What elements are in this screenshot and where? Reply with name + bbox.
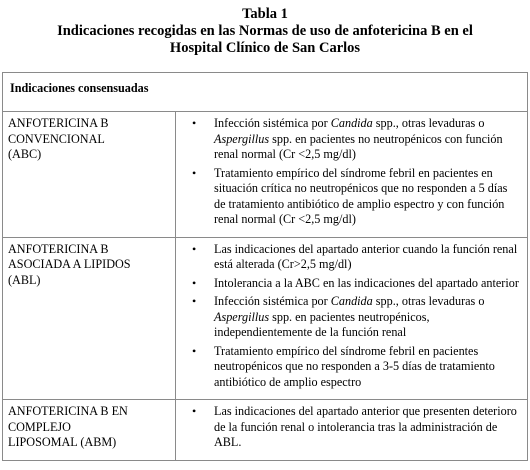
indications-cell xyxy=(176,400,528,461)
bullet-text: Infección sistémica por xyxy=(214,294,331,308)
drug-abbreviation: (ABC) xyxy=(8,147,42,161)
table-number: Tabla 1 xyxy=(242,6,288,22)
drug-cell xyxy=(3,400,176,461)
table-caption-line-2: Hospital Clínico de San Carlos xyxy=(169,40,361,56)
bullet-text: Las indicaciones del apartado anterior cuando la función renal está alterada (Cr>2,5 mg/dl) xyxy=(214,241,518,271)
bullet-text-italic: Candida xyxy=(330,116,373,130)
drug-abbreviation: (ABL) xyxy=(8,272,41,287)
bullet-text: Tratamiento empírico del síndrome febril en pacientes neutropénicos que no responden a 3-5 días de tratamiento antibiótico de amplio espectro xyxy=(214,343,495,389)
list-item xyxy=(214,294,521,341)
drug-cell xyxy=(3,112,176,238)
bullet-text: Intolerancia a la ABC en las indicaciones del apartado anterior xyxy=(214,275,519,290)
indications-list xyxy=(184,116,521,228)
list-item xyxy=(214,116,521,163)
bullet-text: Infección sistémica por xyxy=(214,116,331,130)
table-header: Indicaciones consensuadas xyxy=(3,73,528,112)
drug-name-line: ANFOTERICINA B EN xyxy=(8,404,128,418)
list-item xyxy=(214,276,521,292)
indications-table xyxy=(2,72,528,461)
drug-name-line: CONVENCIONAL xyxy=(8,131,105,146)
table-caption-line-1: Indicaciones recogidas en las Normas de uso de anfotericina B en el xyxy=(57,23,473,39)
drug-name-line: COMPLEJO xyxy=(8,419,71,434)
bullet-text: spp., otras levaduras o xyxy=(372,294,485,308)
drug-name-line: ANFOTERICINA B xyxy=(8,116,109,130)
bullet-text: Tratamiento empírico del síndrome febril en pacientes en situación crítica no neutropénicos que no responden a 5 días de tratamiento antibiótico de amplio espectro y con función renal normal (Cr <2,5 mg/dl) xyxy=(214,165,508,226)
table-header-row xyxy=(3,73,528,112)
drug-name-line: ASOCIADA A LIPIDOS xyxy=(8,257,131,271)
bullet-text: spp. en pacientes neutropénicos, independientemente de la función renal xyxy=(214,309,430,339)
list-item xyxy=(214,242,521,273)
table-title xyxy=(0,0,530,56)
drug-abbreviation: LIPOSOMAL (ABM) xyxy=(8,435,117,449)
bullet-text: spp., otras levaduras o xyxy=(372,116,485,130)
indications-list xyxy=(184,242,521,391)
bullet-text-italic: Aspergillus xyxy=(214,131,270,146)
bullet-text: Las indicaciones del apartado anterior que presenten deterioro de la función renal o intolerancia tras la administración de ABL. xyxy=(214,404,517,449)
list-item xyxy=(214,166,521,228)
indications-cell xyxy=(176,112,528,238)
bullet-text: spp. en pacientes no neutropénicos con función renal normal (Cr <2,5 mg/dl) xyxy=(214,131,503,161)
list-item xyxy=(214,404,521,451)
indications-cell xyxy=(176,237,528,400)
table-row xyxy=(3,112,528,238)
bullet-text-italic: Candida xyxy=(330,294,373,308)
table-row xyxy=(3,400,528,461)
list-item xyxy=(214,344,521,391)
drug-name-line: ANFOTERICINA B xyxy=(8,241,109,256)
table-row xyxy=(3,237,528,400)
indications-list xyxy=(184,404,521,451)
drug-cell xyxy=(3,237,176,400)
bullet-text-italic: Aspergillus xyxy=(214,309,270,324)
